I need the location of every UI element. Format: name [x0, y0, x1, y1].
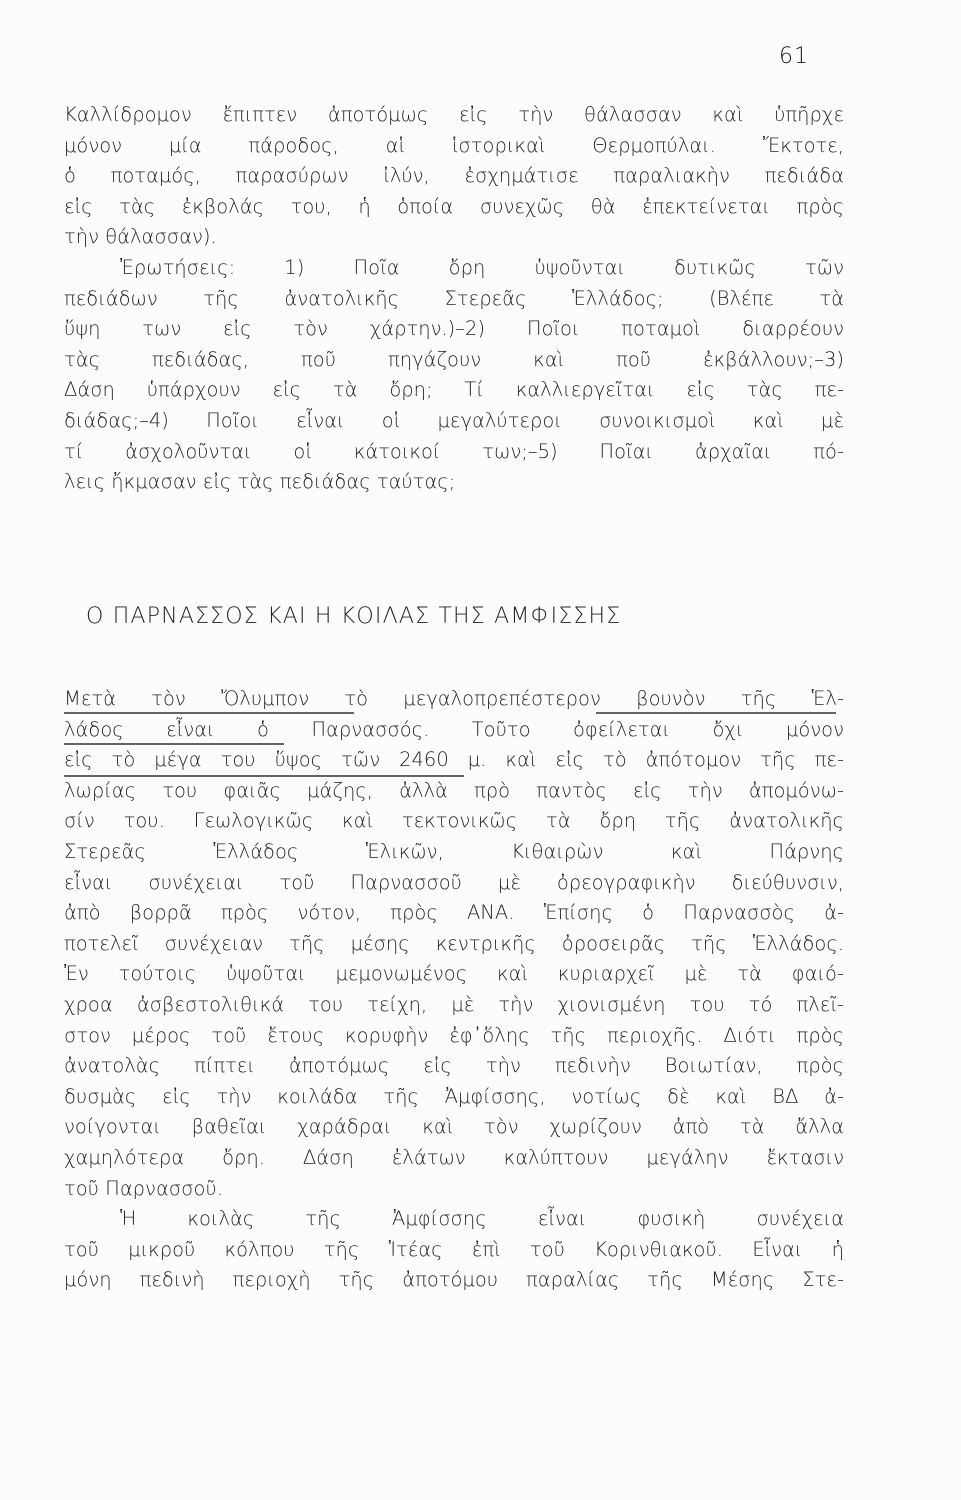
pencil-underline-mark	[596, 712, 836, 714]
text-line: εἰς τὸ μέγα του ὕψος τῶν 2460 μ. καὶ εἰς τὸ ἀπότομον τῆς πε-	[64, 748, 844, 772]
text-line: σίν του. Γεωλογικῶς καὶ τεκτονικῶς τὰ ὄρη τῆς ἀνατολικῆς	[64, 809, 844, 833]
text-line: τὰς πεδιάδας, ποῦ πηγάζουν καὶ ποῦ ἐκβάλλουν;–3)	[64, 347, 844, 371]
text-line: τὴν θάλασσαν).	[64, 225, 217, 249]
text-line: μόνη πεδινὴ περιοχὴ τῆς ἀποτόμου παραλίας τῆς Μέσης Στε-	[64, 1268, 844, 1292]
page-number: 61	[779, 44, 809, 69]
text-line: Στερεᾶς Ἑλλάδος Ἑλικῶν, Κιθαιρὼν καὶ Πάρνης	[64, 839, 844, 863]
text-line: χροα ἀσβεστολιθικά του τείχη, μὲ τὴν χιονισμένη του τό πλεῖ-	[64, 992, 844, 1016]
text-line: εἶναι συνέχειαι τοῦ Παρνασσοῦ μὲ ὀρεογραφικὴν διεύθυνσιν,	[64, 870, 844, 894]
text-line: ὁ ποταμός, παρασύρων ἰλύν, ἐσχημάτισε παραλιακὴν πεδιάδα	[64, 164, 844, 188]
text-line: τοῦ μικροῦ κόλπου τῆς Ἰτέας ἐπὶ τοῦ Κορινθιακοῦ. Εἶναι ἡ	[64, 1237, 844, 1261]
text-line: ἀνατολὰς πίπτει ἀποτόμως εἰς τὴν πεδινὴν Βοιωτίαν, πρὸς	[64, 1054, 844, 1078]
text-line: διάδας;–4) Ποῖοι εἶναι οἱ μεγαλύτεροι συνοικισμοὶ καὶ μὲ	[64, 408, 844, 432]
pencil-underline-mark	[64, 743, 284, 745]
text-line: Ἐρωτήσεις: 1) Ποῖα ὄρη ὑψοῦνται δυτικῶς τῶν	[120, 255, 844, 279]
text-line: χαμηλότερα ὄρη. Δάση ἐλάτων καλύπτουν μεγάλην ἔκτασιν	[64, 1145, 844, 1169]
text-line: λεις ἤκμασαν εἰς τὰς πεδιάδας ταύτας;	[64, 470, 456, 494]
text-line: Δάση ὑπάρχουν εἰς τὰ ὄρη; Τί καλλιεργεῖται εἰς τὰς πε-	[64, 378, 844, 402]
text-line: Ἡ κοιλὰς τῆς Ἀμφίσσης εἶναι φυσικὴ συνέχεια	[120, 1207, 844, 1231]
pencil-underline-mark	[64, 712, 354, 714]
text-line: ἀπὸ βορρᾶ πρὸς νότον, πρὸς ΑΝΑ. Ἐπίσης ὁ Παρνασσὸς ἀ-	[64, 901, 844, 925]
text-line: τί ἀσχολοῦνται οἱ κάτοικοί των;–5) Ποῖαι ἀρχαῖαι πό-	[64, 439, 844, 463]
text-line: στον μέρος τοῦ ἔτους κορυφὴν ἐφ᾽ὅλης τῆς περιοχῆς. Διότι πρὸς	[64, 1023, 844, 1047]
text-block-top	[64, 100, 844, 498]
text-line: Ἐν τούτοις ὑψοῦται μεμονωμένος καὶ κυριαρχεῖ μὲ τὰ φαιό-	[64, 962, 844, 986]
section-heading: Ο ΠΑΡΝΑΣΣΟΣ ΚΑΙ Η ΚΟΙΛΑΣ ΤΗΣ ΑΜΦΙΣΣΗΣ	[86, 604, 622, 629]
text-line: τοῦ Παρνασσοῦ.	[64, 1176, 223, 1200]
text-line: ὕψη των εἰς τὸν χάρτην.)–2) Ποῖοι ποταμοὶ διαρρέουν	[64, 317, 844, 341]
text-line: νοίγονται βαθεῖαι χαράδραι καὶ τὸν χωρίζουν ἀπὸ τὰ ἄλλα	[64, 1115, 844, 1139]
text-line: εἰς τὰς ἐκβολάς του, ἡ ὁποία συνεχῶς θὰ ἐπεκτείνεται πρὸς	[64, 194, 844, 218]
text-line: λωρίας του φαιᾶς μάζης, ἀλλὰ πρὸ παντὸς εἰς τὴν ἀπομόνω-	[64, 778, 844, 802]
text-line: Καλλίδρομον ἔπιπτεν ἀποτόμως εἰς τὴν θάλασσαν καὶ ὑπῆρχε	[64, 103, 844, 126]
text-line: πεδιάδων τῆς ἀνατολικῆς Στερεᾶς Ἑλλάδος; (Βλέπε τὰ	[64, 286, 844, 310]
text-line: Μετὰ τὸν Ὄλυμπον τὸ μεγαλοπρεπέστερον βουνὸν τῆς Ἑλ-	[64, 687, 844, 710]
text-line: ποτελεῖ συνέχειαν τῆς μέσης κεντρικῆς ὀροσειρᾶς τῆς Ἑλλάδος.	[64, 931, 844, 955]
pencil-underline-mark	[64, 775, 464, 777]
text-line: μόνον μία πάροδος, αἱ ἱστορικαὶ Θερμοπύλαι. Ἔκτοτε,	[64, 133, 844, 157]
text-line: δυσμὰς εἰς τὴν κοιλάδα τῆς Ἀμφίσσης, νοτίως δὲ καὶ ΒΔ ἀ-	[64, 1084, 844, 1108]
text-line: λάδος εἶναι ὁ Παρνασσός. Τοῦτο ὀφείλεται ὄχι μόνον	[64, 717, 844, 741]
